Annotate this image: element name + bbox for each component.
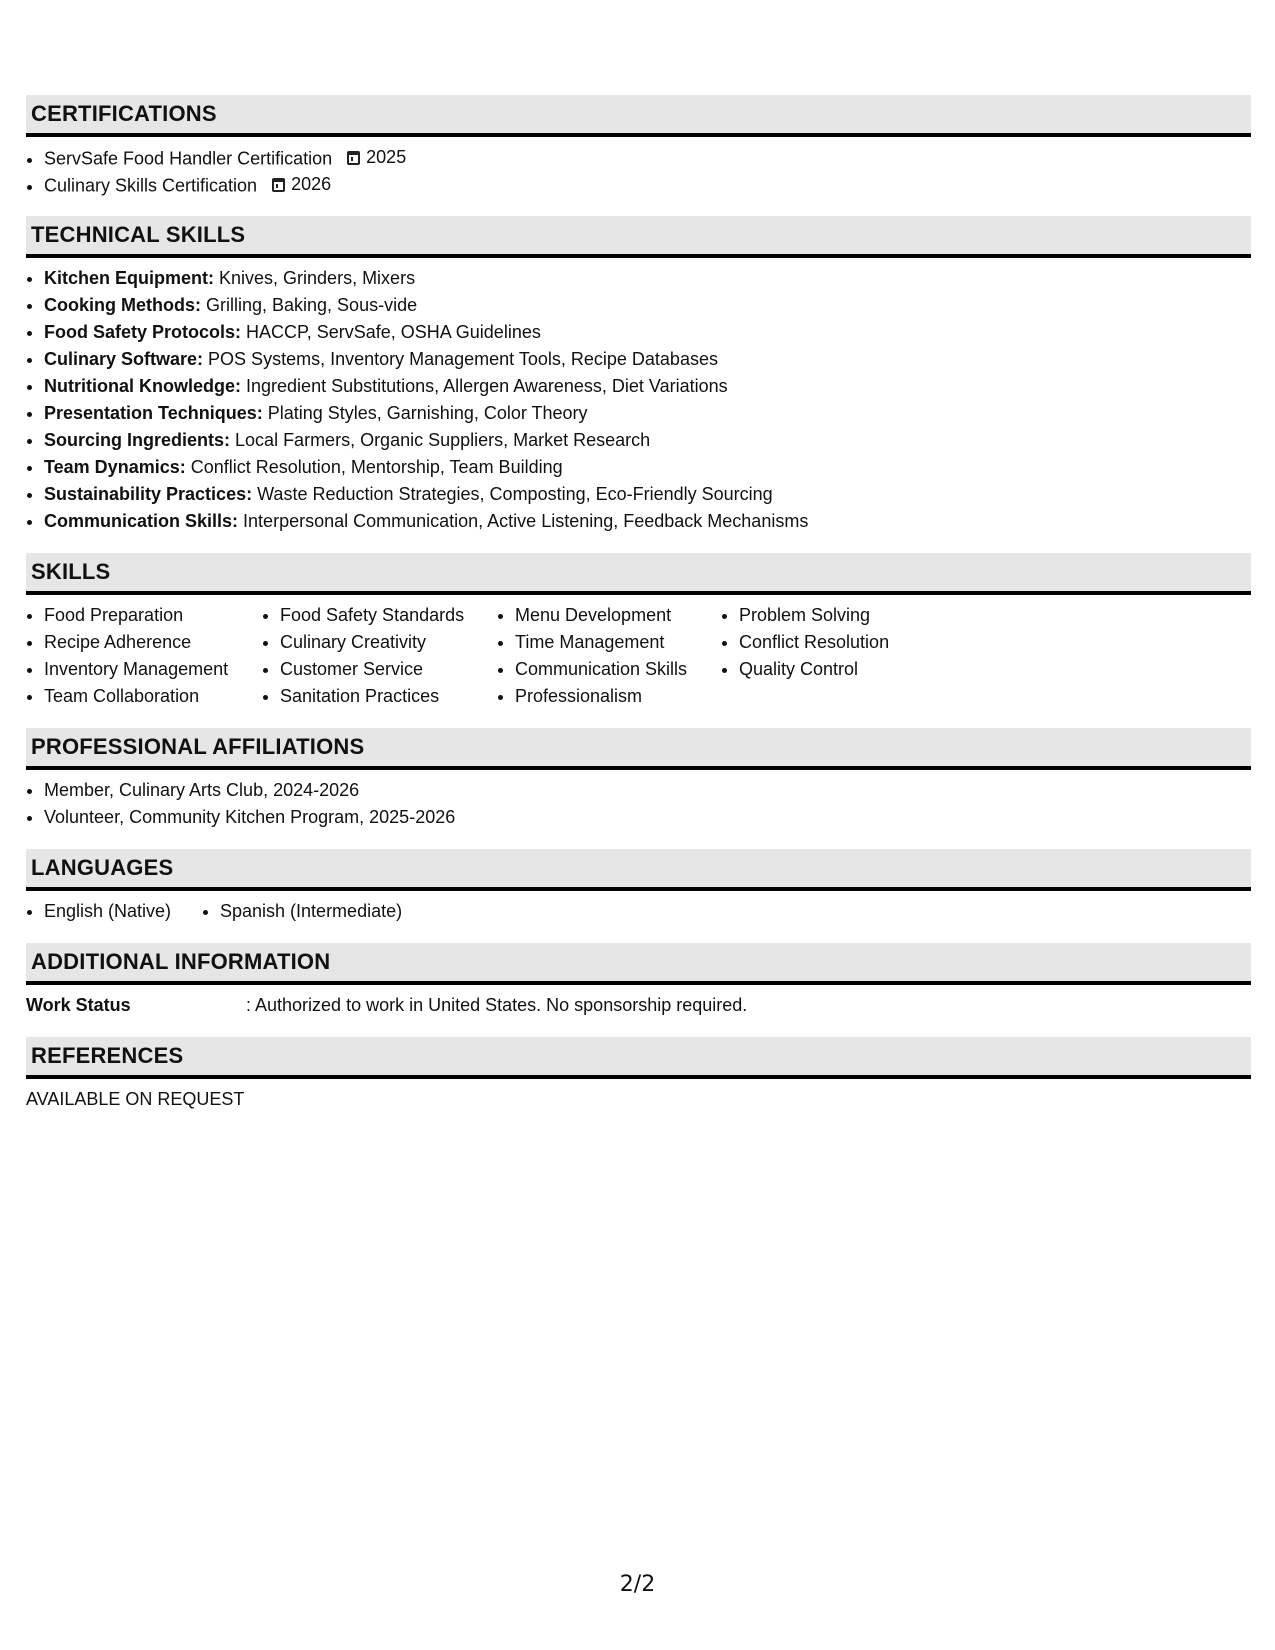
section-title: TECHNICAL SKILLS (26, 216, 1251, 258)
list-item (44, 454, 1251, 481)
certification-year: 2025 (366, 147, 407, 167)
skill-values: POS Systems, Inventory Management Tools, Recipe Databases (208, 349, 718, 369)
certification-year: 2026 (291, 174, 332, 194)
skill-values: Local Farmers, Organic Suppliers, Market Research (235, 430, 651, 450)
languages-row (26, 898, 1251, 925)
list-item: • Culinary Creativity (280, 629, 497, 656)
references-section (26, 1037, 1251, 1113)
certification-name: ServSafe Food Handler Certification (44, 148, 333, 169)
skills-column (721, 602, 939, 710)
list-item: • Time Management (515, 629, 721, 656)
resume-page (26, 95, 1251, 1131)
skill-category: Culinary Software: (44, 349, 204, 369)
certification-date (272, 171, 331, 198)
skill-values: Knives, Grinders, Mixers (219, 268, 416, 288)
language-item: • Spanish (Intermediate) (220, 898, 402, 925)
skill-values: HACCP, ServSafe, OSHA Guidelines (246, 322, 541, 342)
list-item (44, 319, 1251, 346)
certifications-list (26, 144, 1251, 198)
list-item: • Food Preparation (44, 602, 262, 629)
list-item: • Sanitation Practices (280, 683, 497, 710)
list-item: • Menu Development (515, 602, 721, 629)
skill-category: Kitchen Equipment: (44, 268, 214, 288)
list-item (44, 171, 1251, 198)
list-item (44, 427, 1251, 454)
list-item (44, 144, 1251, 171)
references-text: AVAILABLE ON REQUEST (26, 1089, 245, 1109)
additional-info-section (26, 943, 1251, 1019)
list-item: • Inventory Management (44, 656, 262, 683)
language-column (26, 898, 202, 925)
skill-values: Interpersonal Communication, Active Listening, Feedback Mechanisms (243, 511, 809, 531)
work-status-value: : Authorized to work in United States. No sponsorship required. (246, 995, 748, 1015)
section-title: PROFESSIONAL AFFILIATIONS (26, 728, 1251, 770)
skills-column (497, 602, 721, 710)
list-item: • Conflict Resolution (739, 629, 939, 656)
skill-category: Nutritional Knowledge: (44, 376, 241, 396)
skills-column (262, 602, 497, 710)
section-title: CERTIFICATIONS (26, 95, 1251, 137)
languages-section (26, 849, 1251, 925)
skill-values: Grilling, Baking, Sous-vide (206, 295, 418, 315)
section-title: REFERENCES (26, 1037, 1251, 1079)
list-item (44, 265, 1251, 292)
language-item: • English (Native) (44, 898, 202, 925)
skill-category: Cooking Methods: (44, 295, 201, 315)
technical-skills-section (26, 216, 1251, 535)
affiliations-section (26, 728, 1251, 831)
certification-date (347, 144, 406, 171)
technical-skills-list (26, 265, 1251, 535)
skill-category: Sourcing Ingredients: (44, 430, 231, 450)
list-item (44, 481, 1251, 508)
certifications-section (26, 95, 1251, 198)
skill-values: Waste Reduction Strategies, Composting, Eco-Friendly Sourcing (257, 484, 773, 504)
list-item: • Quality Control (739, 656, 939, 683)
calendar-icon (272, 178, 285, 192)
list-item: • Customer Service (280, 656, 497, 683)
list-item: • Professionalism (515, 683, 721, 710)
certification-name: Culinary Skills Certification (44, 175, 258, 196)
list-item (44, 508, 1251, 535)
section-title: ADDITIONAL INFORMATION (26, 943, 1251, 985)
skill-values: Plating Styles, Garnishing, Color Theory (267, 403, 588, 423)
list-item (44, 346, 1251, 373)
section-title: SKILLS (26, 553, 1251, 595)
skill-category: Team Dynamics: (44, 457, 186, 477)
list-item: • Food Safety Standards (280, 602, 497, 629)
list-item (44, 292, 1251, 319)
language-column (202, 898, 402, 925)
skill-values: Ingredient Substitutions, Allergen Awareness, Diet Variations (246, 376, 728, 396)
work-status-label: Work Status (26, 995, 131, 1015)
skill-category: Sustainability Practices: (44, 484, 253, 504)
affiliations-list (26, 777, 1251, 831)
skill-category: Food Safety Protocols: (44, 322, 242, 342)
skills-column (26, 602, 262, 710)
skill-category: Presentation Techniques: (44, 403, 263, 423)
calendar-icon (347, 151, 360, 165)
list-item: • Problem Solving (739, 602, 939, 629)
list-item: • Team Collaboration (44, 683, 262, 710)
skills-section (26, 553, 1251, 710)
section-title: LANGUAGES (26, 849, 1251, 891)
page-number: 2/2 (619, 1572, 656, 1597)
skill-values: Conflict Resolution, Mentorship, Team Building (190, 457, 563, 477)
list-item: • Volunteer, Community Kitchen Program, 2025-2026 (44, 804, 1251, 831)
list-item: • Communication Skills (515, 656, 721, 683)
skills-grid (26, 602, 1251, 710)
list-item: • Recipe Adherence (44, 629, 262, 656)
work-status-row (26, 992, 1251, 1019)
list-item (44, 400, 1251, 427)
list-item: • Member, Culinary Arts Club, 2024-2026 (44, 777, 1251, 804)
skill-category: Communication Skills: (44, 511, 239, 531)
list-item (44, 373, 1251, 400)
